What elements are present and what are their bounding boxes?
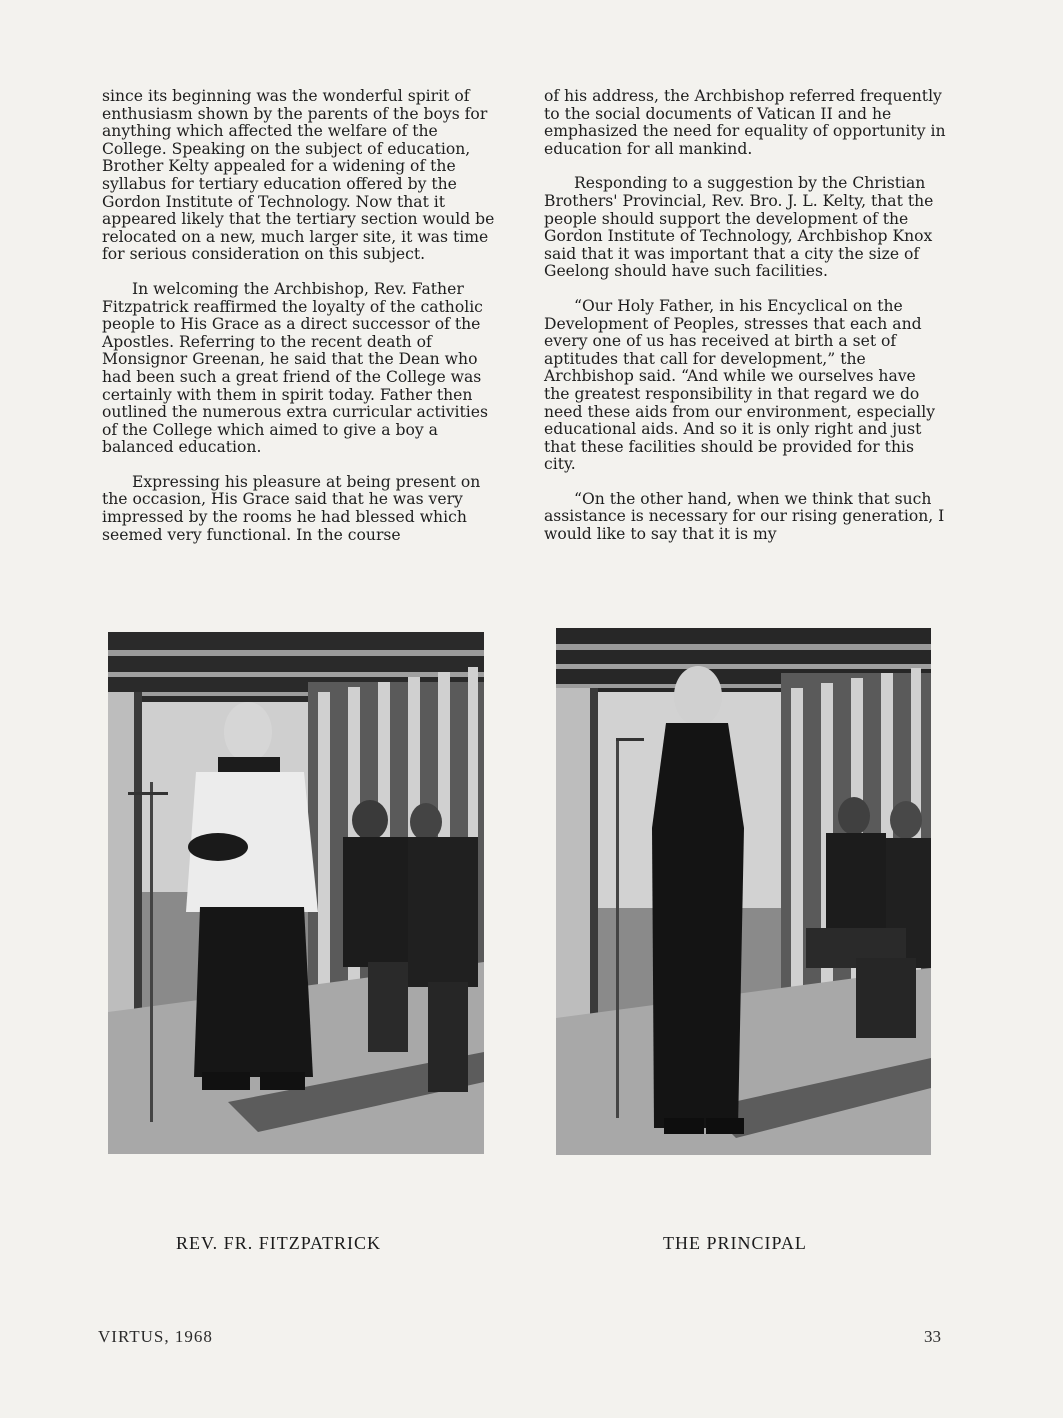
article-column-right [544,88,946,561]
paragraph: Expressing his pleasure at being present on the occasion, His Grace said that he was very impressed by the rooms he had blessed which seemed very functional. In the course [102,472,481,544]
paragraph: Responding to a suggestion by the Christian Brothers' Provincial, Rev. Bro. J. L. Kelty, that the people should support the development of the Gordon Institute of Technology, Archbishop Knox said that it was important that a city the size of Geelong should have such facilities. [544,174,934,281]
photo-fitzpatrick [108,632,484,1154]
paragraph: In welcoming the Archbishop, Rev. Father Fitzpatrick reaffirmed the loyalty of the catholic people to His Grace as a direct successor of the Apostles. Referring to the recent death of Monsignor Greenan, he said that the Dean who had been such a great friend of the College was certainly with them in spirit today. Father then outlined the numerous extra curricular activities of the College which aimed to give a boy a balanced education. [102,279,489,457]
paragraph: “Our Holy Father, in his Encyclical on the Development of Peoples, stresses that each and every one of us has received at birth a set of aptitudes that call for development,” the Archbishop said. “And while we ourselves have the greatest responsibility in that regard we do need these aids from our environment, especially educational aids. And so it is only right and just that these facilities should be provided for this city. [544,296,936,474]
paragraph: of his address, the Archbishop referred frequently to the social documents of Vatican II and he emphasized the need for equality of opportunity in education for all mankind. [544,87,946,158]
photo-principal [556,628,931,1155]
photo-fitzpatrick-image [108,632,484,1154]
photo-caption-left: REV. FR. FITZPATRICK [176,1233,382,1253]
footer-publication: VIRTUS, 1968 [98,1327,213,1346]
article-column-left [102,88,500,561]
photo-principal-image [556,628,931,1155]
page-number: 33 [924,1327,941,1346]
photo-caption-right: THE PRINCIPAL [663,1233,807,1253]
paragraph: since its beginning was the wonderful spirit of enthusiasm shown by the parents of the boys for anything which affected the welfare of the College. Speaking on the subject of education, Brother Kelty appealed for a widening of the syllabus for tertiary education offered by the Gordon Institute of Technology. Now that it appeared likely that the tertiary section would be relocated on a new, much larger site, it was time for serious consideration on this subject. [102,87,495,264]
paragraph: “On the other hand, when we think that such assistance is necessary for our rising generation, I would like to say that it is my [544,489,945,544]
